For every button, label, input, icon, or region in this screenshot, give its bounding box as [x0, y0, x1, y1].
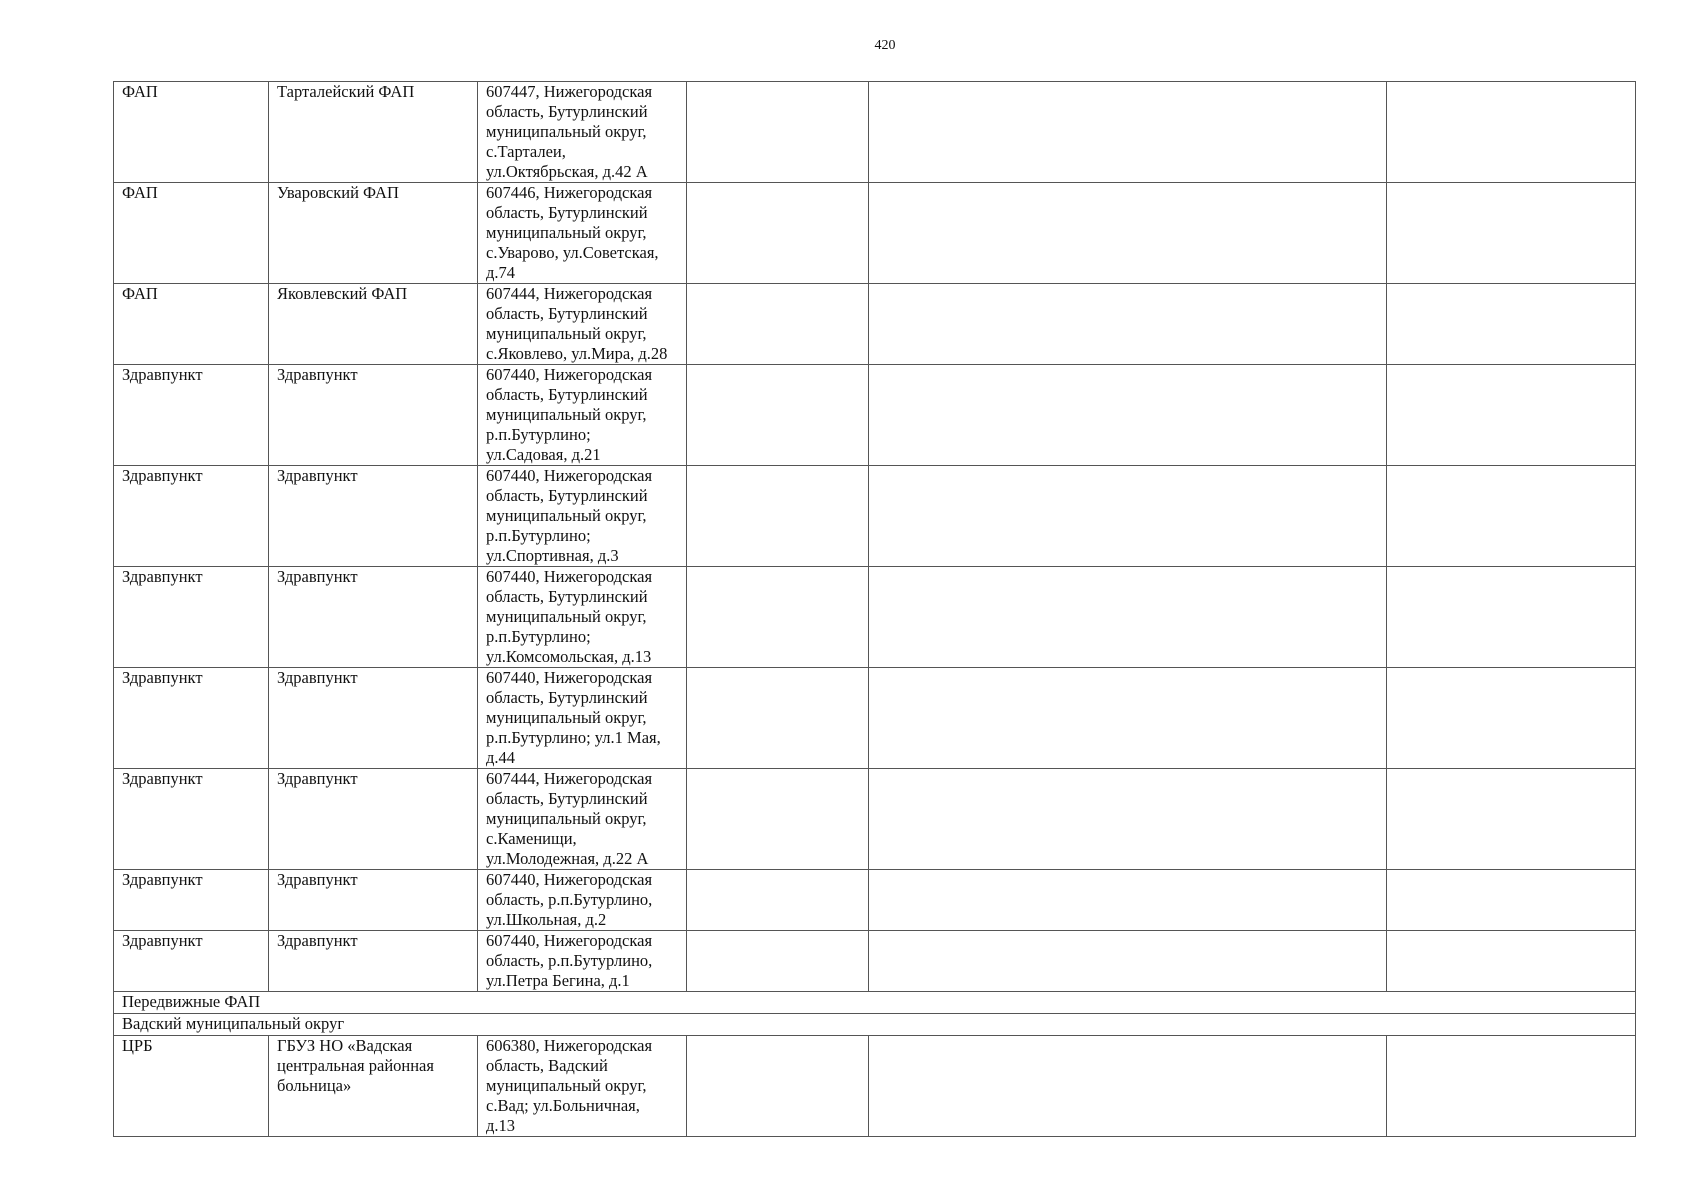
empty-cell [687, 769, 869, 870]
empty-cell [869, 82, 1387, 183]
empty-cell [687, 466, 869, 567]
empty-cell [869, 668, 1387, 769]
facility-type: Здравпункт [114, 931, 269, 992]
facility-name: Уваровский ФАП [269, 183, 478, 284]
facility-address [478, 769, 687, 870]
facility-name-text: ГБУЗ НО «Вадская центральная районная больница» [277, 1036, 434, 1095]
facility-address [478, 365, 687, 466]
empty-cell [869, 365, 1387, 466]
empty-cell [687, 82, 869, 183]
facility-address [478, 870, 687, 931]
empty-cell [869, 284, 1387, 365]
empty-cell [687, 668, 869, 769]
empty-cell [687, 567, 869, 668]
facility-address [478, 466, 687, 567]
address-text: 607440, Нижегородская область, р.п.Бутурлино, ул.Школьная, д.2 [486, 870, 653, 929]
facility-name: Яковлевский ФАП [269, 284, 478, 365]
empty-cell [869, 931, 1387, 992]
address-text: 607440, Нижегородская область, Бутурлинский муниципальный округ, р.п.Бутурлино; ул.Спортивная, д.3 [486, 466, 653, 565]
section-row-mobile [114, 992, 1636, 1014]
address-text: 607440, Нижегородская область, Бутурлинский муниципальный округ, р.п.Бутурлино; ул.1 Мая, д.44 [486, 668, 661, 767]
facility-address [478, 931, 687, 992]
table-row [114, 870, 1636, 931]
facility-name: Здравпункт [269, 567, 478, 668]
facility-address [478, 567, 687, 668]
table-row [114, 567, 1636, 668]
empty-cell [1387, 870, 1636, 931]
facility-address [478, 183, 687, 284]
empty-cell [1387, 183, 1636, 284]
empty-cell [1387, 82, 1636, 183]
facility-name: Тарталейский ФАП [269, 82, 478, 183]
table-row [114, 1036, 1636, 1137]
empty-cell [1387, 931, 1636, 992]
facility-type: Здравпункт [114, 365, 269, 466]
table-row [114, 668, 1636, 769]
section-row-district [114, 1014, 1636, 1036]
table-row [114, 82, 1636, 183]
facility-table [113, 81, 1636, 1137]
address-text: 607440, Нижегородская область, Бутурлинский муниципальный округ, р.п.Бутурлино; ул.Комсомольская, д.13 [486, 567, 653, 666]
empty-cell [1387, 1036, 1636, 1137]
address-text: 607444, Нижегородская область, Бутурлинский муниципальный округ, с.Яковлево, ул.Мира, д.28 [486, 284, 668, 363]
address-text: 607446, Нижегородская область, Бутурлинский муниципальный округ, с.Уварово, ул.Советская, д.74 [486, 183, 659, 282]
address-text: 607440, Нижегородская область, Бутурлинский муниципальный округ, р.п.Бутурлино; ул.Садовая, д.21 [486, 365, 653, 464]
section-title-district: Вадский муниципальный округ [114, 1014, 1636, 1036]
empty-cell [687, 870, 869, 931]
empty-cell [869, 466, 1387, 567]
facility-type: Здравпункт [114, 870, 269, 931]
empty-cell [1387, 284, 1636, 365]
table-row [114, 284, 1636, 365]
address-text: 607447, Нижегородская область, Бутурлинский муниципальный округ, с.Тарталеи, ул.Октябрьская, д.42 А [486, 82, 653, 181]
empty-cell [869, 567, 1387, 668]
table-row [114, 466, 1636, 567]
facility-name: Здравпункт [269, 668, 478, 769]
facility-name: Здравпункт [269, 870, 478, 931]
facility-type: ЦРБ [114, 1036, 269, 1137]
empty-cell [869, 183, 1387, 284]
table-row [114, 365, 1636, 466]
facility-type: Здравпункт [114, 567, 269, 668]
section-title-mobile: Передвижные ФАП [114, 992, 1636, 1014]
facility-name: Здравпункт [269, 365, 478, 466]
facility-address [478, 284, 687, 365]
facility-type: ФАП [114, 284, 269, 365]
facility-name [269, 1036, 478, 1137]
page-number: 420 [874, 38, 896, 53]
empty-cell [687, 931, 869, 992]
empty-cell [687, 183, 869, 284]
facility-address [478, 1036, 687, 1137]
facility-address [478, 668, 687, 769]
facility-name: Здравпункт [269, 931, 478, 992]
empty-cell [1387, 567, 1636, 668]
facility-name: Здравпункт [269, 769, 478, 870]
facility-type: Здравпункт [114, 668, 269, 769]
empty-cell [1387, 365, 1636, 466]
table-row [114, 183, 1636, 284]
table-row [114, 931, 1636, 992]
facility-address [478, 82, 687, 183]
facility-type: Здравпункт [114, 466, 269, 567]
facility-type: ФАП [114, 183, 269, 284]
empty-cell [1387, 769, 1636, 870]
address-text: 607444, Нижегородская область, Бутурлинский муниципальный округ, с.Каменищи, ул.Молодежная, д.22 А [486, 769, 653, 868]
facility-type: Здравпункт [114, 769, 269, 870]
facility-type: ФАП [114, 82, 269, 183]
table-row [114, 769, 1636, 870]
empty-cell [1387, 668, 1636, 769]
empty-cell [869, 870, 1387, 931]
empty-cell [687, 365, 869, 466]
address-text: 606380, Нижегородская область, Вадский муниципальный округ, с.Вад; ул.Больничная, д.13 [486, 1036, 653, 1135]
empty-cell [687, 284, 869, 365]
empty-cell [869, 769, 1387, 870]
facility-name: Здравпункт [269, 466, 478, 567]
empty-cell [869, 1036, 1387, 1137]
empty-cell [1387, 466, 1636, 567]
empty-cell [687, 1036, 869, 1137]
address-text: 607440, Нижегородская область, р.п.Бутурлино, ул.Петра Бегина, д.1 [486, 931, 653, 990]
